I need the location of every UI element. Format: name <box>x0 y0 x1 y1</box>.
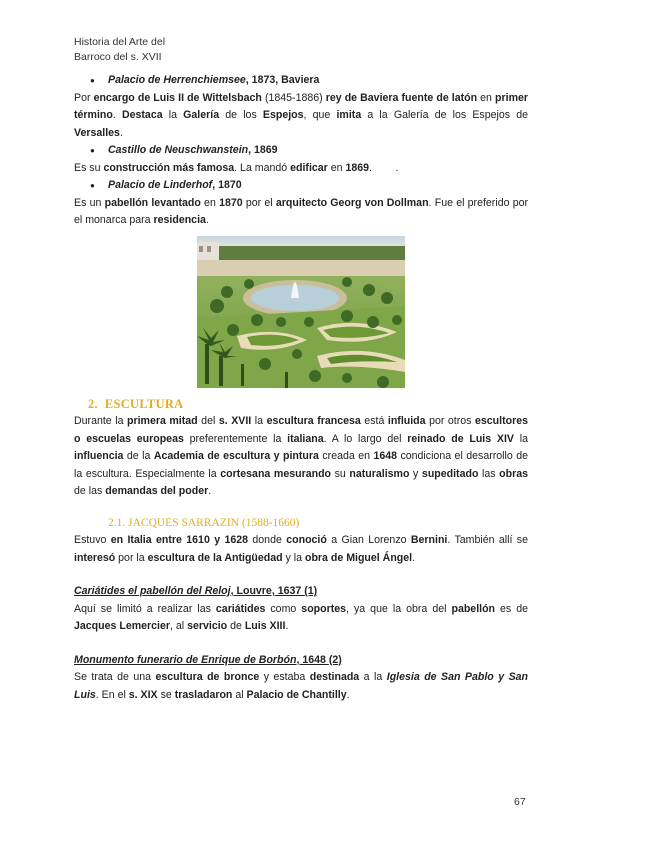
running-header <box>74 35 165 65</box>
paragraph-linderhof: Es un pabellón levantado en 1870 por el arquitecto Georg von Dollman. Fue el preferido por el monarca para residencia. <box>74 196 529 226</box>
paragraph-sarrazin: Estuvo en Italia entre 1610 y 1628 donde conoció a Gian Lorenzo Bernini. También allí se interesó por la escultura de la Antigüedad y la obra de Miguel Ángel. <box>74 534 528 564</box>
paragraph-escultura: Durante la primera mitad del s. XVII la escultura francesa está influida por otros escultores o escuelas europeas preferentemente la italiana. A lo largo del reinado de Luis XIV la influencia de la Academia de escultura y pintura creada en 1648 condiciona el desarrollo de la escultura. Especialmente la cortesana mesurando su naturalismo y supeditado las obras de las demandas del poder. <box>74 415 529 497</box>
bullet-linderhof: ● Palacio de Linderhof, 1870 <box>74 177 528 195</box>
page-number: 67 <box>514 796 526 808</box>
paragraph-cariatides: Aquí se limitó a realizar las cariátides como soportes, ya que la obra del pabellón es de Jacques Lemercier, al servicio de Luis XIII. <box>74 602 529 632</box>
photo-container <box>74 236 528 388</box>
subsection-heading-sarrazin: 2.1. JACQUES SARRAZIN (1588-1660) <box>108 516 300 529</box>
paragraph-neuschwanstein: Es su construcción más famosa. La mandó edificar en 1869. . <box>74 161 399 174</box>
bullet-herrenchiemsee: ● Palacio de Herrenchiemsee, 1873, Baviera <box>74 72 528 90</box>
bullet-neuschwanstein: ● Castillo de Neuschwanstein, 1869 <box>74 142 528 160</box>
paragraph-monumento: Se trata de una escultura de bronce y estaba destinada a la Iglesia de San Pablo y San Luis. En el s. XIX se trasladaron al Palacio de Chantilly. <box>74 671 529 701</box>
garden-photo <box>197 236 405 388</box>
header-line-2: Barroco del s. XVII <box>74 51 162 63</box>
bullet-dot-icon: ● <box>90 76 95 85</box>
paragraph-herrenchiemsee: Por encargo de Luis II de Wittelsbach (1845-1886) rey de Baviera fuente de latón en primer término. Destaca la Galería de los Espejos, que imita a la Galería de los Espejos de Versalles. <box>74 91 529 139</box>
page-content <box>74 72 528 704</box>
header-line-1: Historia del Arte del <box>74 36 166 48</box>
work-title-cariatides: Cariátides el pabellón del Reloj, Louvre, 1637 (1) <box>74 585 318 597</box>
section-heading-escultura: 2. ESCULTURA <box>88 396 184 411</box>
bullet-dot-icon: ● <box>90 181 95 190</box>
bullet-dot-icon: ● <box>90 146 95 155</box>
work-title-monumento: Monumento funerario de Enrique de Borbón, 1648 (2) <box>74 653 342 666</box>
